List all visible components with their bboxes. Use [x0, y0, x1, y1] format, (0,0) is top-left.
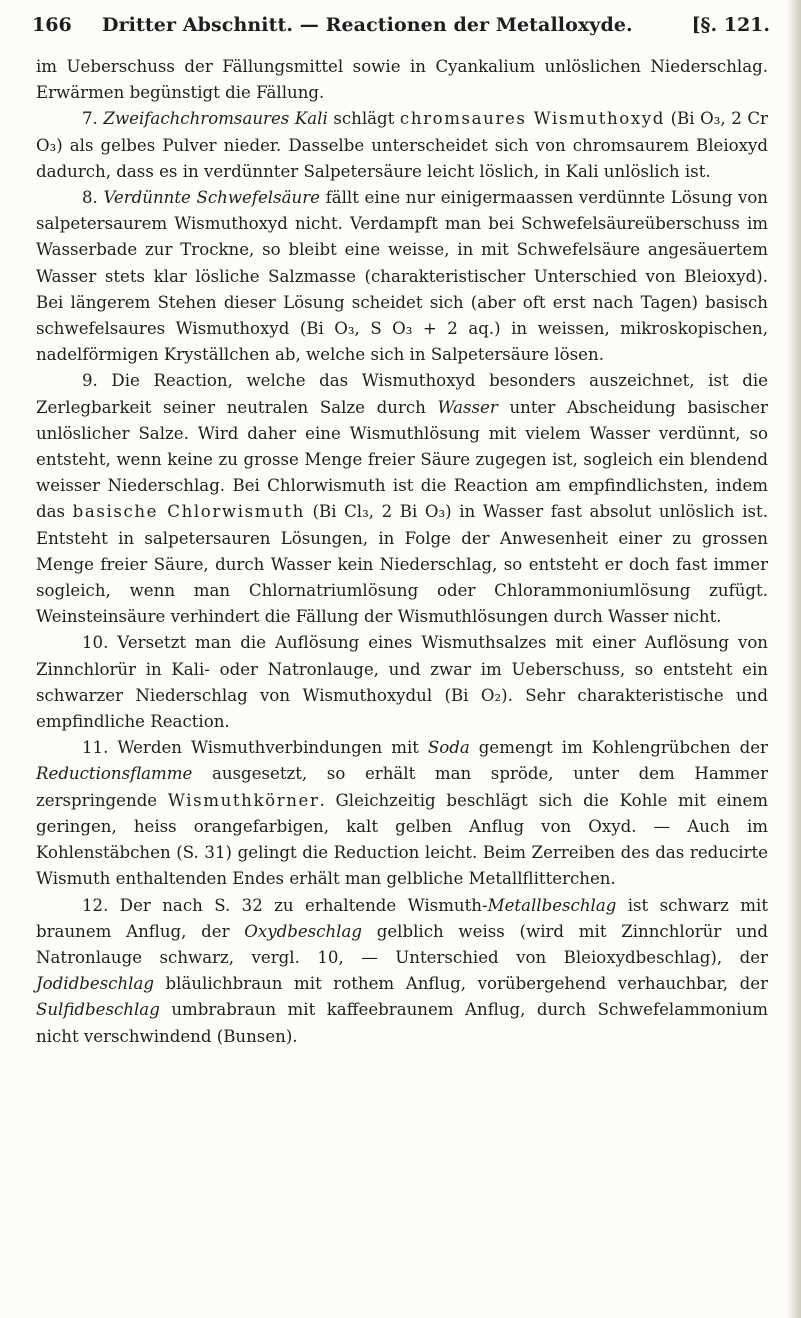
reagent-term: Zweifachchromsaures Kali — [103, 109, 328, 129]
paragraph-number: 12. — [82, 895, 109, 915]
paragraph-10 — [36, 630, 768, 735]
reagent-term: Wasser — [437, 397, 498, 417]
paragraph-text: umbrabraun mit kaffeebraunem Anflug, durch Schwefelammonium nicht verschwindend (Bunsen). — [36, 1000, 768, 1046]
paragraph-text: ist schwarz mit braunem Anflug, der — [36, 895, 768, 941]
paragraph-number: 9. — [82, 371, 98, 391]
paragraph-9 — [36, 368, 768, 630]
paragraph-number: 8. — [82, 188, 98, 208]
flame-term: Reductionsflamme — [36, 764, 193, 784]
paragraph-text: Versetzt man die Auflösung eines Wismuthsalzes mit einer Auflösung von Zinnchlorür in Kali- oder Natronlauge, und zwar im Ueberschuss, so entsteht ein schwarzer Niederschlag von Wismuthoxydul (Bi O₂). Sehr charakteristische und empfindliche Reaction. — [36, 633, 768, 732]
beschlag-term: Sulfidbeschlag — [36, 1000, 160, 1020]
paragraph-text: Die Reaction, welche das Wismuthoxyd besonders auszeichnet, ist die Zerlegbarkeit seiner neutralen Salze durch — [36, 371, 768, 417]
beschlag-term: Oxydbeschlag — [244, 921, 362, 941]
paragraph-text: . Gleichzeitig beschlägt sich die Kohle mit einem geringen, heiss orangefarbigen, kalt gelben Anflug von Oxyd. — Auch im Kohlenstäbchen (S. 31) gelingt die Reduction leicht. Beim Zerreiben des das reducirte Wismuth enthaltenden Endes erhält man gelbliche Metallflitterchen. — [36, 790, 768, 889]
beschlag-term: Jodidbeschlag — [36, 974, 154, 994]
paragraph-text: ausgesetzt, so erhält man spröde, unter dem Hammer zerspringende — [36, 764, 768, 810]
running-header — [32, 8, 770, 42]
paragraph-continued — [36, 54, 768, 106]
paragraph-text: fällt eine nur einigermaassen verdünnte Lösung von salpetersaurem Wismuthoxyd nicht. Verdampft man bei Schwefelsäureüberschuss im Wasserbade zur Trockne, so bleibt eine weisse, in mit Schwefelsäure angesäuertem Wasser stets klar lösliche Salzmasse (charakteristischer Unterschied von Bleioxyd). Bei längerem Stehen dieser Lösung scheidet sich (aber oft erst nach Tagen) basisch schwefelsaures Wismuthoxyd (Bi O₃, S O₃ + 2 aq.) in weissen, mikroskopischen, nadelförmigen Kryställchen ab, welche sich in Salpetersäure lösen. — [36, 188, 768, 365]
paragraph-text: im Ueberschuss der Fällungsmittel sowie in Cyankalium unlöslichen Niederschlag. Erwärmen begünstigt die Fällung. — [36, 57, 768, 103]
paragraph-11 — [36, 735, 768, 892]
body-text — [36, 54, 768, 1050]
paragraph-text: Werden Wismuthverbindungen mit — [108, 738, 428, 758]
beschlag-term: Metallbeschlag — [487, 895, 617, 915]
paragraph-8 — [36, 185, 768, 368]
paragraph-text: (Bi O₃, 2 Cr O₃) als gelbes Pulver nieder. Dasselbe unterscheidet sich von chromsaurem Bleioxyd dadurch, dass es in verdünnter Salpetersäure leicht löslich, in Kali unlöslich ist. — [36, 109, 768, 181]
emphasized-term: chromsaures Wismuthoxyd — [399, 109, 666, 129]
paragraph-number: 11. — [82, 738, 109, 758]
paragraph-text: (Bi Cl₃, 2 Bi O₃) in Wasser fast absolut unlöslich ist. Entsteht in salpetersauren Lösungen, in Folge der Anwesenheit einer zu grossen Menge freier Säure, durch Wasser kein Niederschlag, so entsteht er doch fast immer sogleich, wenn man Chlornatriumlösung oder Chlorammoniumlösung zufügt. Weinsteinsäure verhindert die Fällung der Wismuthlösungen durch Wasser nicht. — [36, 502, 768, 627]
reagent-term: Verdünnte Schwefelsäure — [103, 188, 320, 208]
paragraph-text: Der nach S. 32 zu erhaltende Wismuth- — [108, 895, 488, 915]
reagent-term: Soda — [427, 738, 470, 758]
paragraph-text: unter Abscheidung basischer unlöslicher Salze. Wird daher eine Wismuthlösung mit vielem Wasser verdünnt, so entsteht, wenn keine zu grosse Menge freier Säure zugegen ist, sogleich ein blendend weisser Niederschlag. Bei Chlorwismuth ist die Reaction am empfindlichsten, indem das — [36, 397, 768, 522]
page-edge — [787, 0, 801, 1318]
paragraph-text: bläulichbraun mit rothem Anflug, vorübergehend verhauchbar, der — [153, 974, 768, 994]
paragraph-number: 10. — [82, 633, 109, 653]
section-marker: [§. 121. — [691, 14, 770, 36]
emphasized-term: basische Chlorwismuth — [72, 502, 305, 522]
paragraph-number: 7. — [82, 109, 98, 129]
paragraph-text: schlägt — [327, 109, 400, 129]
paragraph-text: gelblich weiss (wird mit Zinnchlorür und Natronlauge schwarz, vergl. 10, — Unterschied von Bleioxydbeschlag), der — [36, 921, 768, 967]
paragraph-12 — [36, 893, 768, 1050]
emphasized-term: Wismuthkörner — [167, 790, 320, 810]
paragraph-7 — [36, 106, 768, 185]
paragraph-text: gemengt im Kohlengrübchen der — [469, 738, 768, 758]
page-number: 166 — [32, 14, 72, 36]
header-title: Dritter Abschnitt. — Reactionen der Metalloxyde. — [102, 14, 633, 36]
